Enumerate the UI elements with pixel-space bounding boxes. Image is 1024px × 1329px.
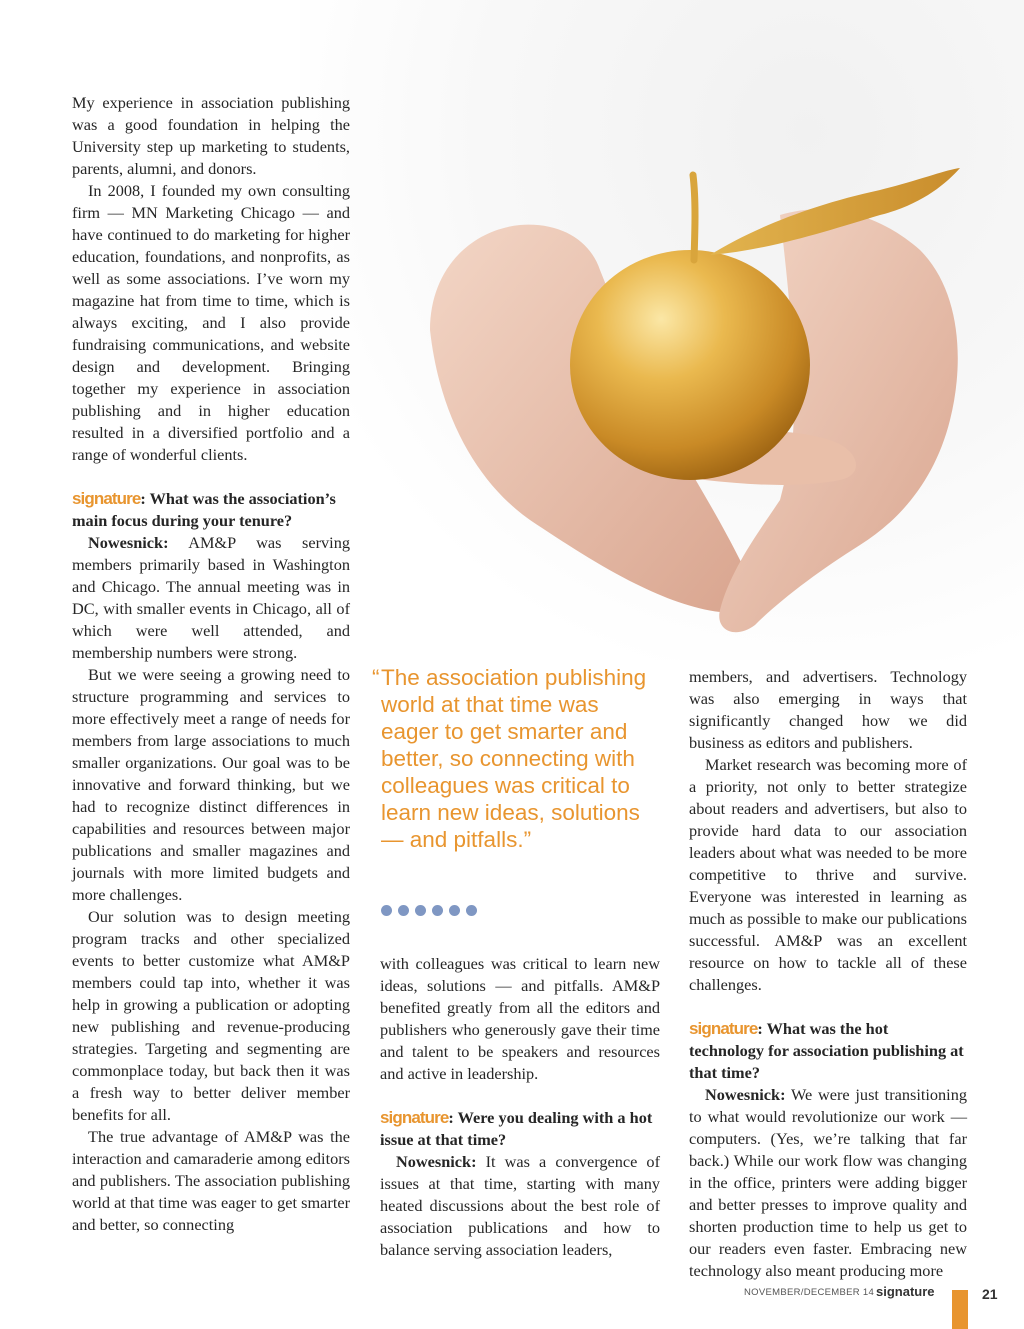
signature-label: signature [72,489,141,508]
speaker-name: Nowesnick: [705,1085,786,1104]
question-heading [380,1107,660,1151]
pull-quote-text: The association publishing world at that time was eager to get smarter and better, so connecting with colleagues was critical to learn new ideas, solutions — and pitfalls.” [381,665,647,852]
answer-text: AM&P was serving members primarily based in Washington and Chicago. The annual meeting was in DC, with smaller events in Chicago, all of which were well attended, and membership numbers were strong. [72,533,350,662]
footer-accent-bar [952,1290,968,1329]
dot [415,905,426,916]
paragraph: Market research was becoming more of a priority, not only to better strategize about readers and advertisers, but also to provide hard data to our association leaders about what was needed to be more competitive to thrive and survive. Everyone was interested in learning as much as possible to make our publications successful. AM&P was an excellent resource on how to tackle all of these challenges. [689,755,967,994]
question-text: : Were you dealing with a hot issue at that time? [380,1108,653,1149]
column-three [689,666,967,1282]
signature-label: signature [380,1108,449,1127]
paragraph: members, and advertisers. Technology was also emerging in ways that significantly changed how we did business as editors and publishers. [689,667,967,752]
paragraph: The true advantage of AM&P was the interaction and camaraderie among editors and publishers. The association publishing world at that time was eager to get smarter and better, so connecting [72,1127,350,1234]
answer-paragraph [689,1084,967,1282]
spacer [689,996,967,1018]
paragraph: with colleagues was critical to learn new ideas, solutions — and pitfalls. AM&P benefited greatly from all the editors and publishers who generously gave their time and talent to be speakers and resources and active in leadership. [380,954,660,1083]
column-one [72,92,350,1236]
dot [466,905,477,916]
answer-paragraph [380,1151,660,1261]
signature-label: signature [689,1019,758,1038]
paragraph: In 2008, I founded my own consulting firm — MN Marketing Chicago — and have continued to do marketing for higher education, foundations, and nonprofits, as well as some associations. I’ve worn my magazine hat from time to time, which is always exciting, and I also provide fundraising communications, and website design and development. Bringing together my experience in association publishing and in higher education resulted in a diversified portfolio and a range of wonderful clients. [72,181,350,464]
pull-quote-open-mark: “ [372,665,380,690]
paragraph: But we were seeing a growing need to structure programming and services to more effectively meet a range of needs for members from large associations to much smaller organizations. Our goal was to be innovative and forward thinking, but we had to recognize distinct differences in capabilities and resources between major publications and smaller magazines and journals with more limited budgets and more challenges. [72,665,350,904]
paragraph: Our solution was to design meeting program tracks and other specialized events to better customize what AM&P members could tap into, whether it was help in growing a publication or adopting new publishing and revenue-producing strategies. Targeting and segmenting are commonplace today, but back then it was a fresh way to better deliver member benefits for all. [72,907,350,1124]
speaker-name: Nowesnick: [396,1152,477,1171]
dot-divider [381,905,477,916]
footer-issue-date: NOVEMBER/DECEMBER 14 [744,1287,875,1298]
question-text: : What was the association’s main focus during your tenure? [72,489,336,530]
pull-quote [374,664,654,853]
dot [432,905,443,916]
spacer [72,466,350,488]
dot [381,905,392,916]
column-two [380,953,660,1261]
footer-brand: signature [876,1284,935,1299]
page-number: 21 [982,1286,998,1302]
apple-stem [693,175,695,260]
answer-paragraph [72,532,350,664]
answer-text: It was a convergence of issues at that time, starting with many heated discussions about the best role of association publications and how to balance serving association leaders, [380,1152,660,1259]
speaker-name: Nowesnick: [88,533,169,552]
question-heading [72,488,350,532]
golden-apple [570,250,810,480]
golden-apple-hands-photo [360,0,1024,660]
dot [398,905,409,916]
answer-text: We were just transitioning to what would revolutionize our work — computers. (Yes, we’re talking that far back.) While our work flow was changing in the office, printers were adding bigger and better presses to improve quality and shorten production time to help us get to our readers even faster. Embracing new technology also meant producing more [689,1085,967,1280]
question-text: : What was the hot technology for association publishing at that time? [689,1019,964,1082]
dot [449,905,460,916]
question-heading [689,1018,967,1084]
paragraph: My experience in association publishing was a good foundation in helping the University step up marketing to students, parents, alumni, and donors. [72,93,350,178]
spacer [380,1085,660,1107]
